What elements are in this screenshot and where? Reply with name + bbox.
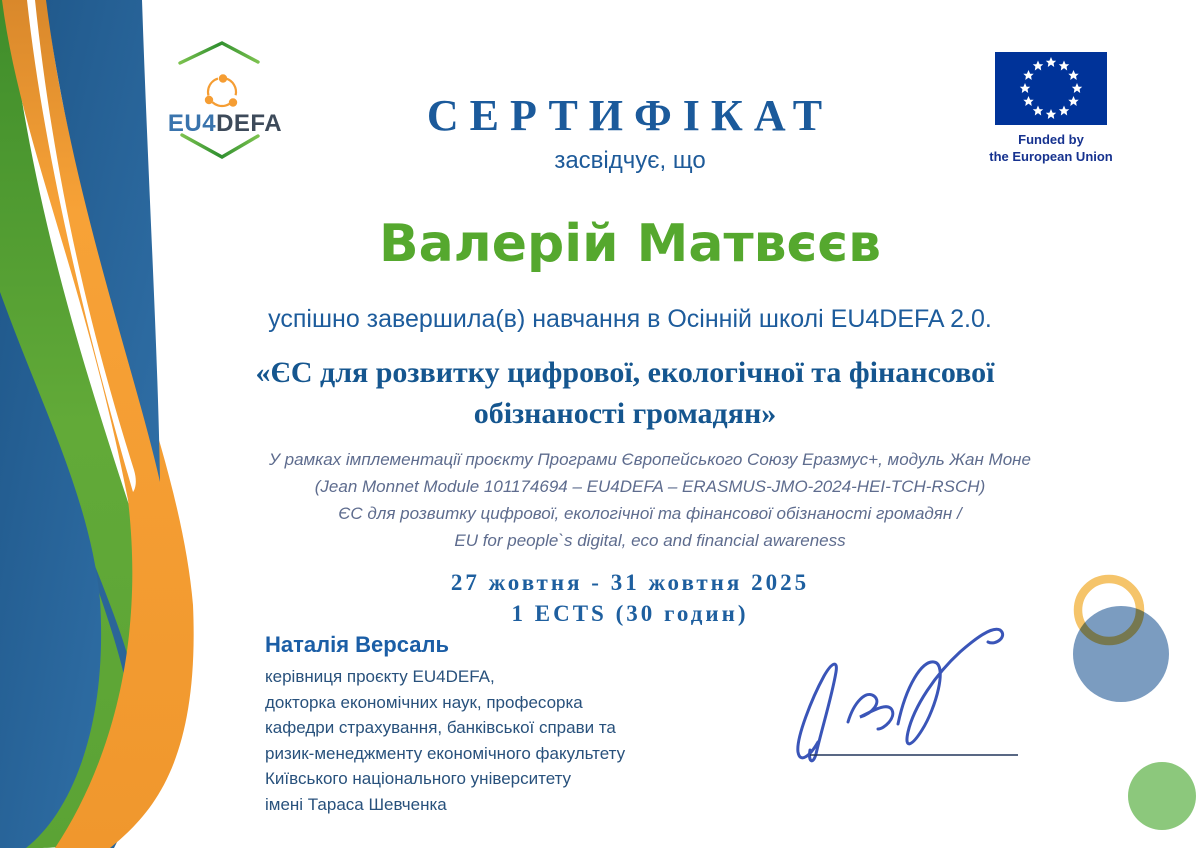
program-line: (Jean Monnet Module 101174694 – EU4DEFA – ERASMUS-JMO-2024-HEI-TCH-RSCH) — [314, 477, 986, 496]
program-line: ЄС для розвитку цифрової, екологічної та фінансової обізнаності громадян / — [338, 504, 962, 523]
signer-title: керівниця проєкту EU4DEFA, — [265, 667, 495, 686]
circles-decoration-icon — [1058, 558, 1200, 848]
logo-wordmark — [150, 110, 300, 138]
completion-line: успішно завершила(в) навчання в Осінній школі EU4DEFA 2.0. — [268, 305, 992, 333]
logo-dot-top — [219, 74, 227, 82]
signature-stroke — [848, 694, 893, 729]
circle-green — [1128, 762, 1196, 830]
logo-dot-right — [229, 98, 237, 106]
program-line: EU for people`s digital, eco and financial awareness — [454, 531, 846, 550]
program-description — [190, 446, 1110, 554]
logo-text-eu4: EU4 — [167, 110, 217, 137]
logo-dot-left — [205, 96, 213, 104]
signer-block — [265, 632, 685, 817]
signature-stroke — [898, 629, 1003, 744]
program-line: У рамках імплементації проєкту Програми Європейського Союзу Еразмус+, модуль Жан Моне — [269, 450, 1031, 469]
course-dates: 27 жовтня - 31 жовтня 2025 — [450, 570, 810, 595]
signer-title: докторка економічних наук, професорка — [265, 692, 583, 712]
course-credits: 1 ECTS (30 годин) — [511, 601, 749, 626]
signer-title: кафедри страхування, банківської справи та — [265, 718, 616, 737]
eu4defa-logo-icon — [150, 32, 300, 182]
logo-chevron-bottom — [182, 135, 258, 157]
circle-blue — [1073, 606, 1169, 702]
signer-title: ризик-менеджменту економічного факультету — [265, 743, 626, 763]
logo-chevron-top — [180, 43, 258, 63]
certificate-title: СЕРТИФІКАТ — [426, 91, 834, 140]
eu-funding-label — [975, 131, 1127, 165]
eu-flag-icon — [995, 52, 1107, 125]
signer-name: Наталія Версаль — [265, 632, 449, 657]
eu-funding-line2: the European Union — [989, 149, 1113, 164]
recipient-name: Валерій Матвєєв — [378, 214, 882, 274]
eu4defa-logo — [150, 32, 300, 182]
signer-title: Київського національного університету — [265, 769, 572, 788]
certificate-subtitle: засвідчує, що — [554, 147, 706, 174]
signer-title: імені Тараса Шевченка — [265, 794, 447, 814]
eu-funding-line1: Funded by — [1018, 132, 1084, 147]
course-title: «ЄС для розвитку цифрової, екологічної та фінансової обізнаності громадян» — [255, 356, 995, 430]
logo-text-defa: DEFA — [216, 110, 283, 137]
signature-stroke — [798, 664, 837, 761]
signature-handwriting-icon — [788, 602, 1032, 768]
